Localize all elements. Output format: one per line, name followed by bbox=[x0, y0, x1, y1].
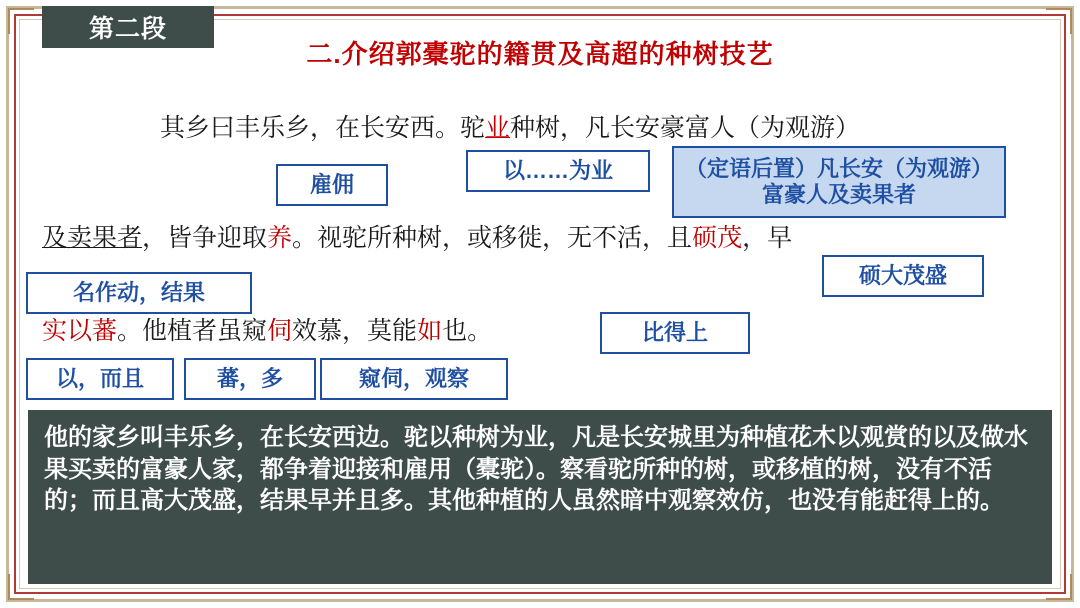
translation-panel: 他的家乡叫丰乐乡，在长安西边。驼以种树为业，凡是长安城里为种植花木以观赏的以及做水果买卖的富豪人家，都争着迎接和雇用（橐驼）。察看驼所种的树，或移植的树，没有不活的；而且高大茂盛，结果早并且多。其他种植的人虽然暗中观察效仿，也没有能赶得上的。 bbox=[26, 408, 1054, 586]
classical-text-line-1 bbox=[160, 108, 860, 144]
annotation-hire: 雇佣 bbox=[276, 164, 388, 206]
line1-keyword-ye: 业 bbox=[485, 115, 511, 142]
corner-ornament-top-left bbox=[8, 8, 34, 34]
section-tag: 第二段 bbox=[42, 6, 214, 48]
annotation-noun-as-verb: 名作动，结果 bbox=[26, 272, 252, 314]
annotation-bidesahng: 比得上 bbox=[600, 312, 750, 354]
classical-text-line-3 bbox=[42, 311, 492, 347]
line1-part-a: 其乡曰丰乐乡，在长安西。驼 bbox=[160, 115, 486, 142]
annotation-shuoda-maosheng: 硕大茂盛 bbox=[822, 255, 984, 297]
line2-keyword-shuomao: 硕茂 bbox=[692, 225, 743, 252]
line1-part-b: 种树，凡长安豪富人（为观游） bbox=[510, 115, 861, 142]
annotation-kuisi-guancha: 窥伺，观察 bbox=[320, 358, 508, 400]
annotation-attributive-postposition: （定语后置）凡长安（为观游）富豪人及卖果者 bbox=[672, 146, 1006, 218]
annotation-yi-wei-ye: 以……为业 bbox=[466, 150, 650, 192]
line2-part-c: 。视驼所种树，或移徙，无不活，且 bbox=[292, 225, 693, 252]
page-title: 二.介绍郭橐驼的籍贯及高超的种树技艺 bbox=[306, 39, 774, 69]
line2-part-a: 及卖果者 bbox=[42, 225, 143, 252]
annotation-fan-duo: 蕃，多 bbox=[184, 358, 316, 400]
annotation-yi-erqie: 以，而且 bbox=[26, 358, 174, 400]
corner-ornament-top-right bbox=[1046, 8, 1072, 34]
line2-part-d: ，早 bbox=[742, 225, 793, 252]
line3-keyword-shiyifan: 实以蕃 bbox=[42, 318, 118, 345]
line2-part-b: ，皆争迎取 bbox=[142, 225, 268, 252]
line2-keyword-yang: 养 bbox=[267, 225, 293, 252]
line3-keyword-si: 伺 bbox=[267, 318, 293, 345]
line3-part-c: 也。 bbox=[442, 318, 493, 345]
classical-text-line-2 bbox=[42, 218, 792, 254]
line3-part-b: 效慕，莫能 bbox=[292, 318, 418, 345]
line3-part-a: 。他植者虽窥 bbox=[117, 318, 268, 345]
line3-keyword-ru: 如 bbox=[417, 318, 443, 345]
